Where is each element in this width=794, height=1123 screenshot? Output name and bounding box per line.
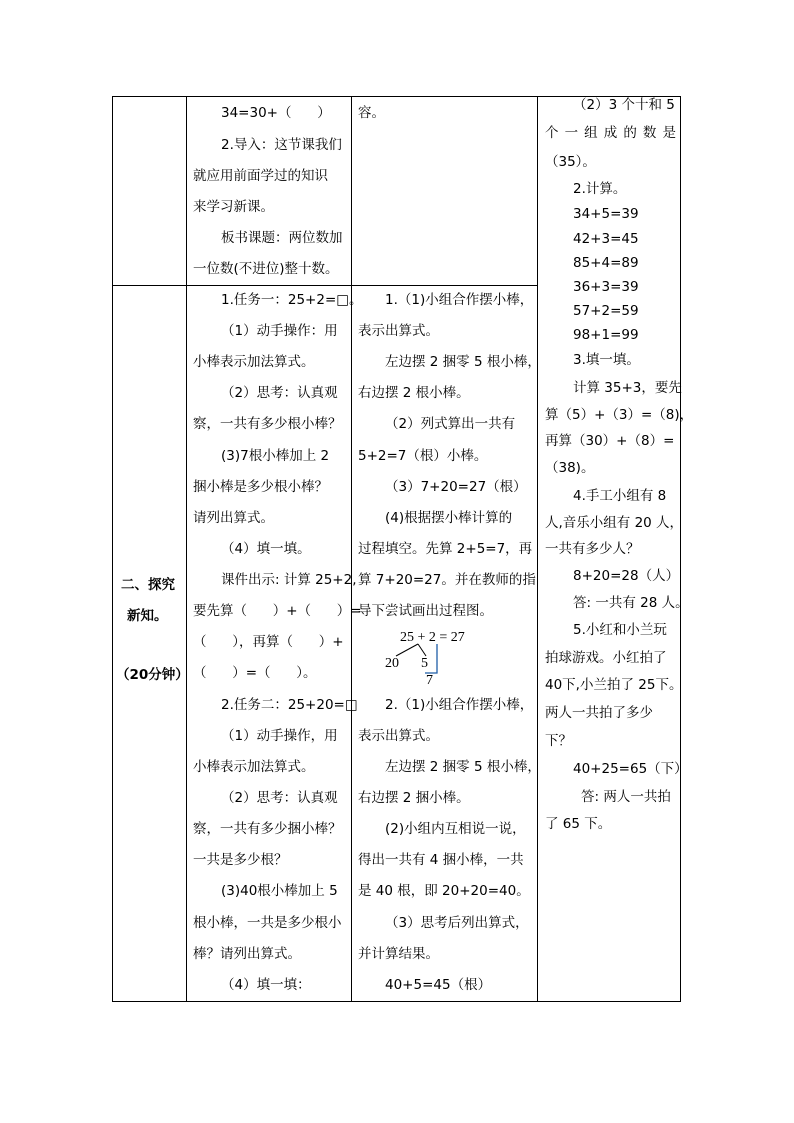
text-line: 察，一共有多少捆小棒？: [193, 821, 342, 837]
text-line: 40+25=65（下）: [573, 761, 688, 777]
text-char: 是: [662, 125, 676, 141]
text-char: 的: [623, 125, 637, 141]
diagram-equation: 25 + 2 = 27: [400, 630, 465, 645]
text-line: 左边摆 2 捆零 5 根小棒，: [385, 759, 541, 775]
text-line: [545, 124, 676, 142]
text-line: 42+3=45: [573, 231, 639, 247]
diagram-split-right: 5: [421, 656, 428, 671]
text-line: 表示出算式。: [358, 323, 439, 339]
text-line: 请列出算式。: [193, 510, 274, 526]
text-line: 过程填空。先算 2+5=7，再: [358, 541, 533, 557]
text-line: 左边摆 2 捆零 5 根小棒，: [385, 354, 541, 370]
text-line: （2）3 个十和 5: [573, 97, 675, 113]
text-line: （1）动手操作：用: [221, 323, 338, 339]
section-label-line: 新知。: [127, 608, 168, 624]
text-line: 85+4=89: [573, 255, 639, 271]
text-line: （ ）=（ ）。: [193, 665, 317, 681]
split-line-left: [396, 644, 418, 656]
text-line: 察，一共有多少根小棒？: [193, 416, 342, 432]
text-line: （2）列式算出一共有: [385, 416, 516, 432]
row-divider: [112, 285, 538, 286]
text-line: （ ），再算（ ）+: [193, 634, 344, 650]
text-line: 8+20=28（人）: [573, 568, 680, 584]
column-divider-2: [351, 96, 352, 1002]
text-line: 36+3=39: [573, 279, 639, 295]
text-line: 计算 35+3，要先: [573, 380, 682, 396]
text-line: 5+2=7（根）小棒。: [358, 448, 488, 464]
text-line: 5.小红和小兰玩: [573, 622, 667, 638]
text-line: 再算（30）+（8）=: [545, 433, 675, 449]
text-line: (3)40根小棒加上 5: [221, 883, 338, 899]
text-line: 一位数(不进位)整十数。: [193, 261, 339, 277]
text-line: 课件出示: 计算 25+2,: [221, 572, 357, 588]
column-divider-1: [186, 96, 187, 1002]
text-line: 34=30+（ ）: [221, 105, 331, 121]
text-line: 40+5=45（根）: [385, 977, 492, 993]
section-label-line: 二、探究: [121, 577, 175, 593]
text-line: 2.导入：这节课我们: [221, 137, 342, 153]
text-line: 2.（1)小组合作摆小棒，: [385, 697, 534, 713]
text-line: （4）填一填：: [221, 977, 311, 993]
text-line: （3）7+20=27（根）: [385, 479, 527, 495]
text-line: 答: 两人一共拍: [581, 789, 671, 805]
text-line: 要先算（ ）+（ ）=: [193, 603, 362, 619]
diagram-result: 7: [426, 673, 433, 685]
table-right-border: [680, 96, 681, 1002]
text-line: 捆小棒是多少根小棒？: [193, 479, 328, 495]
text-line: 34+5=39: [573, 206, 639, 222]
text-line: 板书课题：两位数加: [221, 230, 343, 246]
text-line: （1）动手操作，用: [221, 728, 338, 744]
text-line: （3）思考后列出算式，: [385, 915, 529, 931]
text-line: (3)7根小棒加上 2: [221, 448, 330, 464]
text-line: 棒？请列出算式。: [193, 946, 301, 962]
text-line: 答: 一共有 28 人。: [573, 595, 689, 611]
text-line: （38)。: [545, 460, 595, 476]
text-line: 右边摆 2 根小棒。: [358, 385, 470, 401]
text-line: 57+2=59: [573, 303, 639, 319]
text-line: 1.（1)小组合作摆小棒，: [385, 292, 534, 308]
text-line: 3.填一填。: [573, 352, 640, 368]
text-line: 右边摆 2 捆小棒。: [358, 790, 470, 806]
text-line: 一共是多少根？: [193, 852, 288, 868]
table-left-border: [112, 96, 113, 1002]
table-bottom-border: [112, 1001, 681, 1002]
text-char: 一: [564, 125, 579, 141]
text-line: 导下尝试画出过程图。: [358, 603, 493, 619]
text-line: 4.手工小组有 8: [573, 488, 667, 504]
text-line: 是 40 根，即 20+20=40。: [358, 883, 530, 899]
text-line: 算 7+20=27。并在教师的指: [358, 572, 536, 588]
text-line: 40下,小兰拍了 25下。: [545, 677, 683, 693]
text-line: （35）。: [545, 154, 596, 170]
text-line: 来学习新课。: [193, 199, 274, 215]
text-line: （2）思考：认真观: [221, 385, 338, 401]
text-line: 算（5）+（3）=（8)，: [545, 407, 694, 423]
text-line: 下？: [545, 733, 572, 749]
text-line: 根小棒，一共是多少根小: [193, 915, 342, 931]
text-line: 拍球游戏。小红拍了: [545, 650, 667, 666]
text-line: 98+1=99: [573, 327, 639, 343]
text-line: 表示出算式。: [358, 728, 439, 744]
text-line: 一共有多少人？: [545, 541, 640, 557]
text-char: 数: [642, 125, 657, 141]
text-line: 1.任务一：25+2=□。: [221, 292, 363, 308]
text-char: 成: [603, 125, 618, 141]
text-line: 得出一共有 4 捆小棒，一共: [358, 852, 524, 868]
column-divider-3: [537, 96, 538, 1002]
text-line: （2）思考：认真观: [221, 790, 338, 806]
text-line: 2.任务二：25+20=□: [221, 697, 358, 713]
text-line: 就应用前面学过的知识: [193, 168, 328, 184]
diagram-split-left: 20: [385, 656, 399, 671]
text-char: 组: [584, 125, 598, 141]
calculation-process-diagram: [380, 627, 490, 685]
text-line: 小棒表示加法算式。: [193, 759, 315, 775]
split-line-right: [418, 644, 426, 656]
text-line: 并计算结果。: [358, 946, 439, 962]
text-line: 2.计算。: [573, 181, 627, 197]
text-line: 容。: [358, 105, 385, 121]
text-line: （4）填一填。: [221, 541, 311, 557]
section-label-line: （20分钟）: [116, 667, 189, 683]
text-line: (2)小组内互相说一说，: [385, 821, 526, 837]
text-line: (4)根据摆小棒计算的: [385, 510, 513, 526]
text-line: 小棒表示加法算式。: [193, 354, 315, 370]
text-line: 了 65 下。: [545, 816, 612, 832]
text-line: 人,音乐小组有 20 人，: [545, 515, 684, 531]
text-char: 个: [545, 125, 559, 141]
text-line: 两人一共拍了多少: [545, 705, 653, 721]
